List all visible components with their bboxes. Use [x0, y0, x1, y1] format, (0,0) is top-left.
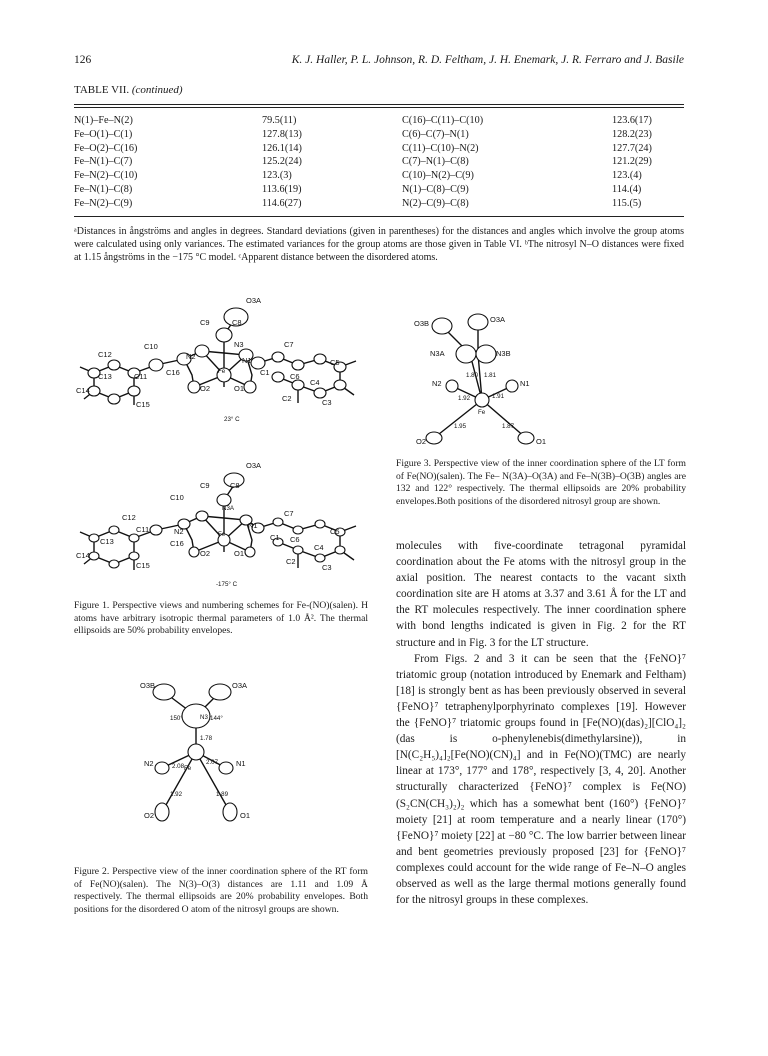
- dist-n2: 1.92: [458, 395, 471, 402]
- atom-o3b: [153, 684, 175, 700]
- label-c2: C2: [282, 394, 292, 403]
- figure-1-lt-labels: [76, 461, 340, 588]
- label-c8: C8: [232, 318, 242, 327]
- dist-o2: 1.95: [454, 423, 467, 430]
- label-n3: N3: [234, 340, 244, 349]
- table-cell-angle: 115.(5): [612, 197, 642, 209]
- atom-n1: [506, 380, 518, 392]
- table-cell-atoms: C(11)–C(10)–N(2): [402, 142, 479, 154]
- table-cell-atoms: Fe–N(1)–C(8): [74, 183, 133, 195]
- label-lt-c5: C5: [330, 527, 340, 536]
- table-bottom-rule: [74, 216, 684, 217]
- atom-fe: [188, 744, 204, 760]
- atom-n2: [155, 762, 169, 774]
- label-lt-c1: C1: [270, 533, 280, 542]
- paragraph-1: molecules with five-coordinate tetragonal pyramidal coordination about the Fe atoms with the nitrosyl group in the axial position. The nearest contacts to the vacant sixth coordination site are H atoms at 3.37 and 3.61 Å for the LT and the RT molecules respectively. The inner coordination sphere with bond lengths indicated is given in Fig. 2 for the RT structure and in Fig. 3 for the LT structure.: [396, 540, 686, 649]
- figure-3-svg: [396, 304, 686, 454]
- table-cell-angle: 127.8(13): [262, 128, 302, 140]
- body-text: [396, 538, 686, 908]
- figure-2-caption: Figure 2. Perspective view of the inner coordination sphere of the RT form of Fe(NO)(salen). The N(3)–O(3) distances are 1.11 and 1.09 Å respectively. The thermal ellipsoids are 20% probability envelopes. Both positions for the disordered O atom of the nitrosyl groups are shown.: [74, 866, 368, 915]
- table-cell-atoms: N(2)–C(9)–C(8): [402, 197, 469, 209]
- atom-n1: [219, 762, 233, 774]
- figure-3-drawing: [396, 304, 686, 454]
- label-o3a: O3A: [232, 681, 248, 690]
- table-cell-angle: 128.2(23): [612, 128, 652, 140]
- figure-3-caption: Figure 3. Perspective view of the inner coordination sphere of the LT form of Fe(NO)(salen). The Fe– N(3A)–O(3A) and Fe–N(3B)–O(3B) angles are 132 and 122° respectively. The thermal ellipsoids are 20% probability envelopes.Both positions of the disordered nitrosyl group are shown.: [396, 458, 686, 507]
- table-cell-angle: 123.(3): [262, 170, 292, 182]
- table-row: [74, 114, 686, 128]
- figure-1-lt-molecule: [80, 482, 356, 570]
- label-lt-c10: C10: [170, 493, 184, 502]
- label-lt-n2: N2: [174, 527, 184, 536]
- table-title-suffix: (continued): [131, 84, 183, 96]
- table-cell-atoms: Fe–N(2)–C(9): [74, 197, 133, 209]
- label-o3b: O3B: [414, 319, 430, 328]
- table-title: [74, 84, 183, 96]
- table-cell-atoms: C(6)–C(7)–N(1): [402, 128, 469, 140]
- label-lt-c11: C11: [136, 525, 150, 534]
- table-cell-angle: 125.2(24): [262, 156, 302, 168]
- label-lt-n3a: N3A: [222, 505, 235, 512]
- label-lt-o3a: O3A: [246, 461, 262, 470]
- label-c16: C16: [166, 368, 180, 377]
- label-lt-c16: C16: [170, 539, 184, 548]
- table-cell-atoms: Fe–N(1)–C(7): [74, 156, 133, 168]
- atom-n2: [446, 380, 458, 392]
- atom-o3a: [209, 684, 231, 700]
- table-row: [74, 128, 686, 142]
- label-o1: O1: [536, 437, 547, 446]
- table-cell-atoms: N(1)–Fe–N(2): [74, 115, 133, 126]
- atom-fe: [475, 393, 489, 407]
- table-row: [74, 169, 686, 183]
- atom-o3b: [432, 318, 452, 334]
- table-row: [74, 183, 686, 197]
- label-o3a: O3A: [490, 315, 506, 324]
- atom-n3a: [456, 345, 476, 363]
- label-c9: C9: [200, 318, 210, 327]
- table-cell-atoms: Fe–N(2)–C(10): [74, 170, 138, 182]
- table-top-rule-2: [74, 107, 684, 108]
- table-top-rule: [74, 104, 684, 105]
- label-lt-fe: Fe: [218, 531, 226, 538]
- label-lt-c8: C8: [230, 481, 240, 490]
- label-c15: C15: [136, 400, 150, 409]
- table-cell-atoms: C(10)–N(2)–C(9): [402, 170, 474, 182]
- label-o3b: O3B: [140, 681, 156, 690]
- table-cell-angle: 113.6(19): [262, 183, 302, 195]
- atom-o2: [155, 803, 169, 821]
- table-cell-atoms: C(7)–N(1)–C(8): [402, 156, 469, 168]
- table-cell-angle: 127.7(24): [612, 142, 652, 154]
- atom-o1: [518, 432, 534, 444]
- label-o1: O1: [234, 384, 245, 393]
- atom-o1: [223, 803, 237, 821]
- label-o2: O2: [200, 384, 211, 393]
- figure-1-lt-temp: -175° C: [216, 581, 238, 588]
- dist-b: 1.81: [484, 372, 497, 379]
- table-cell-angle: 123.(4): [612, 170, 642, 182]
- figure-1-rt-temp: 23° C: [224, 416, 240, 423]
- label-n2: N2: [186, 352, 196, 361]
- label-lt-n1: N1: [248, 521, 258, 530]
- label-c1: C1: [260, 368, 270, 377]
- table-footnote: ᵃDistances in ångströms and angles in degrees. Standard deviations (given in parentheses) for the distances and angles which involve the group atoms were calculated using only variances. The estimated variances for the group atoms are those given in Table VI. ᵇThe nitrosyl N–O distances were fixed at 1.15 ångströms in the −175 °C model. ᶜApparent distance between the disordered atoms.: [74, 226, 684, 263]
- atom-o3a: [468, 314, 488, 330]
- atom-o2: [426, 432, 442, 444]
- label-lt-c9: C9: [200, 481, 210, 490]
- table-cell-atoms: N(1)–C(8)–C(9): [402, 183, 469, 195]
- label-fe: Fe: [218, 368, 226, 375]
- label-n3a: N3A: [430, 349, 445, 358]
- dist-n1: 2.07: [206, 759, 219, 766]
- label-n3: N3: [200, 714, 208, 721]
- label-o3a: O3A: [246, 296, 262, 305]
- figure-1-drawings: [74, 295, 374, 610]
- label-n2: N2: [144, 759, 154, 768]
- table-row: [74, 142, 686, 156]
- table-cell-angle: 114.(4): [612, 183, 642, 195]
- table-cell-angle: 114.6(27): [262, 197, 302, 209]
- label-c10: C10: [144, 342, 158, 351]
- label-n2: N2: [432, 379, 442, 388]
- table-cell-atoms: C(16)–C(11)–C(10): [402, 115, 484, 126]
- label-fe: Fe: [184, 765, 192, 772]
- label-n1: N1: [242, 356, 252, 365]
- page-number: 126: [74, 54, 92, 66]
- table-title-label: TABLE VII.: [74, 84, 130, 96]
- label-c7: C7: [284, 340, 294, 349]
- label-lt-c13: C13: [100, 537, 114, 546]
- figure-2-svg: [74, 672, 364, 852]
- table-cell-angle: 121.2(29): [612, 156, 652, 168]
- table-cell-angle: 126.1(14): [262, 142, 302, 154]
- dist-o2: 1.92: [170, 791, 183, 798]
- dist-n2: 2.08: [172, 763, 185, 770]
- label-lt-c12: C12: [122, 513, 136, 522]
- label-c6: C6: [290, 372, 300, 381]
- table-cell-angle: 79.5(11): [262, 115, 297, 126]
- label-c3: C3: [322, 398, 332, 407]
- label-lt-c7: C7: [284, 509, 294, 518]
- label-lt-c3: C3: [322, 563, 332, 572]
- label-c11: C11: [134, 372, 148, 381]
- label-n3b: N3B: [496, 349, 511, 358]
- label-fe: Fe: [478, 409, 486, 416]
- angle-1: 150°: [170, 715, 183, 722]
- figure-1-rt-atoms: [88, 308, 346, 404]
- label-lt-c6: C6: [290, 535, 300, 544]
- table-row: [74, 197, 686, 211]
- label-o2: O2: [144, 811, 155, 820]
- dist-a: 1.80: [466, 372, 479, 379]
- angle-2: 144°: [210, 715, 223, 722]
- dist-n1: 1.91: [492, 393, 505, 400]
- label-n1: N1: [236, 759, 246, 768]
- paragraph-2: From Figs. 2 and 3 it can be seen that the {FeNO}⁷ triatomic group (notation introduced by Enemark and Feltham) [18] is strongly bent as has been previously observed in several {FeNO}⁷ tetraphenylporphyrinato complexes [19]. However the {FeNO}⁷ triatomic groups found in [Fe(NO)(das)₂][ClO₄]₂ (das is o-phenylenebis(dimethylarsine)), in [N(C₂H₅)₄]₂[Fe(NO)(CN)₄] and in Fe(NO)(TMC) are nearly linear at 173°, 177° and 178°, respectively [3, 4, 20]. Another structurally characterized {FeNO}⁷ complex is Fe(NO)(S₂CN(CH₃)₂)₂ which has a somewhat bent (160°) {FeNO}⁷ moiety [21] at room temperature and a nearly linear (170°) {FeNO}⁷ moiety [22] at −80 °C. The low barrier between linear and bent geometries previously proposed [23] for {FeNO}⁷ complexes could account for the wide range of Fe–N–O angles observed as well as the large thermal motions generally found for the nitrosyl groups in these complexes.: [396, 652, 686, 907]
- label-lt-c15: C15: [136, 561, 150, 570]
- dist-n3: 1.78: [200, 735, 213, 742]
- table-cell-atoms: Fe–O(2)–C(16): [74, 142, 138, 154]
- figure-1-svg: [74, 295, 374, 610]
- running-header-authors: K. J. Haller, P. L. Johnson, R. D. Feltham, J. H. Enemark, J. R. Ferraro and J. Basile: [291, 54, 684, 66]
- label-o2: O2: [416, 437, 427, 446]
- label-c12: C12: [98, 350, 112, 359]
- label-lt-c4: C4: [314, 543, 324, 552]
- atom-n3b: [476, 345, 496, 363]
- table-row: [74, 155, 686, 169]
- label-lt-c14: C14: [76, 551, 90, 560]
- label-o1: O1: [240, 811, 251, 820]
- label-c14: C14: [76, 386, 90, 395]
- label-lt-o2: O2: [200, 549, 211, 558]
- figure-1-caption: Figure 1. Perspective views and numbering schemes for Fe-(NO)(salen). H atoms have arbitrary isotropic thermal parameters of 1.0 Å². The thermal ellipsoids are 50% probability envelopes.: [74, 600, 368, 637]
- label-c4: C4: [310, 378, 320, 387]
- label-n1: N1: [520, 379, 530, 388]
- label-c13: C13: [98, 372, 112, 381]
- label-c5: C5: [330, 358, 340, 367]
- label-lt-c2: C2: [286, 557, 296, 566]
- table-cell-atoms: Fe–O(1)–C(1): [74, 128, 133, 140]
- dist-o1: 1.89: [216, 791, 229, 798]
- table-cell-angle: 123.6(17): [612, 115, 652, 126]
- dist-o1: 1.87: [502, 423, 515, 430]
- figure-2-drawing: [74, 672, 364, 852]
- table-vii: [74, 114, 686, 211]
- label-lt-o1: O1: [234, 549, 245, 558]
